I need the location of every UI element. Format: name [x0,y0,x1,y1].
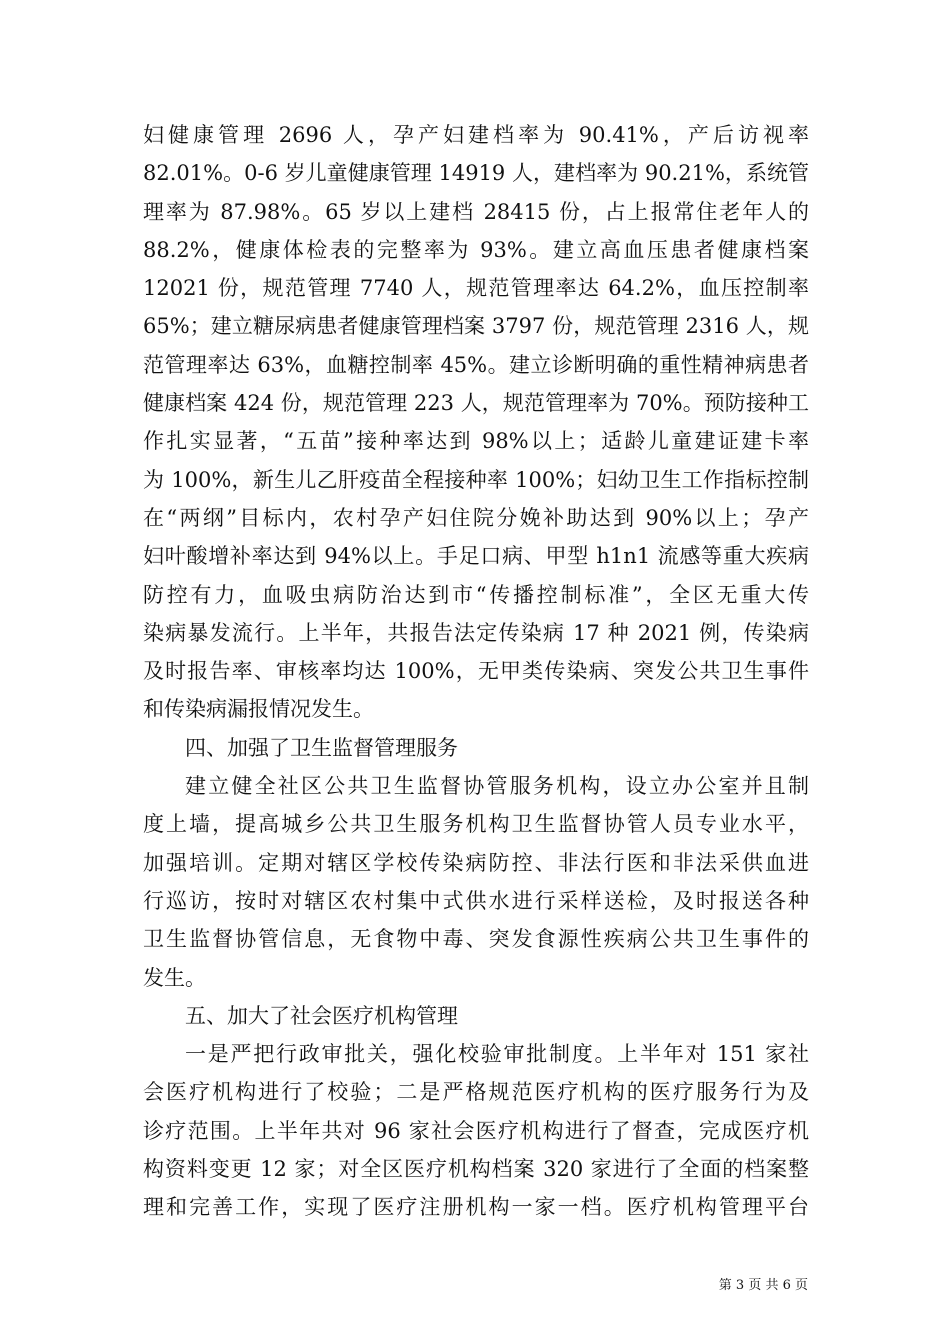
text-line: 妇健康管理 2696 人，孕产妇建档率为 90.41%，产后访视率 [143,123,809,147]
text-line: 防控有力，血吸虫病防治达到市“传播控制标准”，全区无重大传 [143,582,809,607]
paragraph-supervision [143,767,809,997]
text-line: 行巡访，按时对辖区农村集中式供水进行采样送检，及时报送各种 [143,888,809,913]
text-line: 会医疗机构进行了校验；二是严格规范医疗机构的医疗服务行为及 [143,1080,809,1105]
text-line: 诊疗范围。上半年共对 96 家社会医疗机构进行了督查，完成医疗机 [143,1118,809,1143]
text-line: 染病暴发流行。上半年，共报告法定传染病 17 种 2021 例，传染病 [143,620,809,645]
text-line: 在“两纲”目标内，农村孕产妇住院分娩补助达到 90%以上；孕产 [143,505,809,530]
text-line: 理率为 87.98%。65 岁以上建档 28415 份，占上报常住老年人的 [143,199,809,224]
section-heading-medical-institutions: 五、加大了社会医疗机构管理 [185,1003,458,1028]
text-line: 度上墙，提高城乡公共卫生服务机构卫生监督协管人员专业水平， [143,812,809,837]
text-line: 发生。 [143,965,206,990]
text-line: 理和完善工作，实现了医疗注册机构一家一档。医疗机构管理平台 [143,1195,809,1220]
text-line: 及时报告率、审核率均达 100%，无甲类传染病、突发公共卫生事件 [143,659,809,684]
document-body [143,116,809,1227]
page-indicator: 第 3 页 共 6 页 [718,1278,808,1293]
paragraph-medical-institutions [143,1035,809,1226]
text-line: 范管理率达 63%，血糖控制率 45%。建立诊断明确的重性精神病患者 [143,352,809,377]
text-line: 为 100%，新生儿乙肝疫苗全程接种率 100%；妇幼卫生工作指标控制 [143,467,809,492]
text-line: 构资料变更 12 家；对全区医疗机构档案 320 家进行了全面的档案整 [143,1157,809,1182]
text-line: 建立健全社区公共卫生监督协管服务机构，设立办公室并且制 [185,774,809,799]
section-heading-supervision: 四、加强了卫生监督管理服务 [185,735,458,760]
text-line: 卫生监督协管信息，无食物中毒、突发食源性疾病公共卫生事件的 [143,927,809,952]
text-line: 妇叶酸增补率达到 94%以上。手足口病、甲型 h1n1 流感等重大疾病 [143,544,809,569]
text-line: 加强培训。定期对辖区学校传染病防控、非法行医和非法采供血进 [143,850,809,875]
text-line: 88.2%，健康体检表的完整率为 93%。建立高血压患者健康档案 [143,237,809,262]
text-line: 作扎实显著，“五苗”接种率达到 98%以上；适龄儿童建证建卡率 [143,429,809,454]
text-line: 82.01%。0-6 岁儿童健康管理 14919 人，建档率为 90.21%，系统管 [143,161,809,186]
text-line: 一是严把行政审批关，强化校验审批制度。上半年对 151 家社 [185,1042,809,1067]
text-line: 65%；建立糖尿病患者健康管理档案 3797 份，规范管理 2316 人，规 [143,314,809,339]
paragraph-health-management [143,116,809,729]
text-line: 和传染病漏报情况发生。 [143,697,374,722]
text-line: 健康档案 424 份，规范管理 223 人，规范管理率为 70%。预防接种工 [143,391,809,416]
text-line: 12021 份，规范管理 7740 人，规范管理率达 64.2%，血压控制率 [143,276,809,301]
